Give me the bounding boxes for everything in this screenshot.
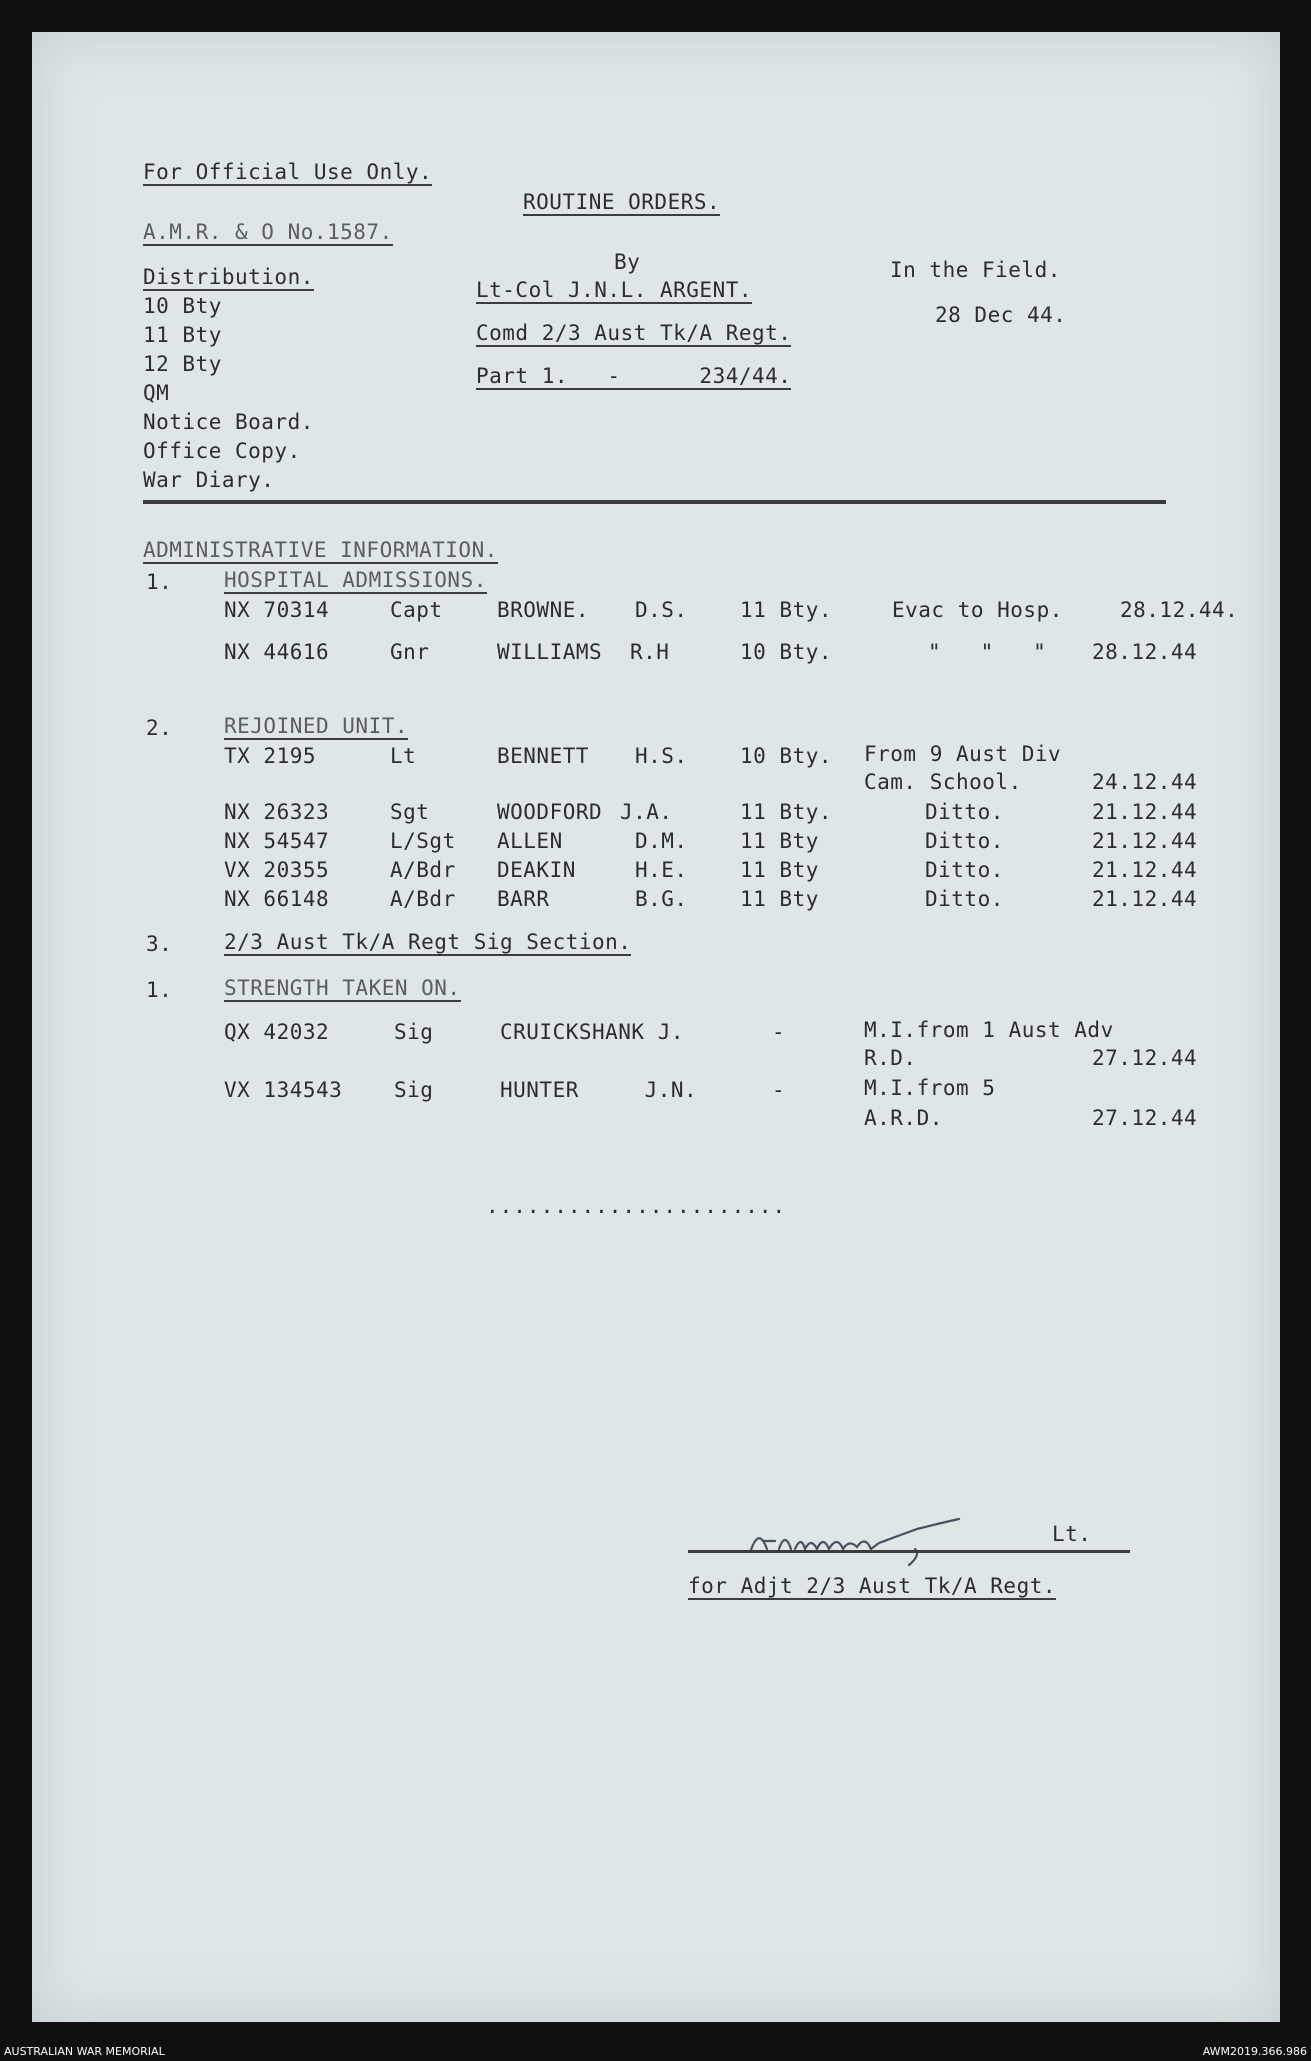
battery: 10 Bty. (740, 640, 833, 664)
document-date: 28 Dec 44. (935, 303, 1067, 327)
rank: A/Bdr (390, 887, 456, 911)
detail: M.I.from 5 (864, 1076, 996, 1100)
date: 27.12.44 (1092, 1106, 1198, 1130)
service-number: NX 54547 (224, 829, 330, 853)
admin-heading: ADMINISTRATIVE INFORMATION. (143, 538, 498, 562)
detail: Ditto. (925, 858, 1004, 882)
initials: H.S. (635, 744, 688, 768)
date: 21.12.44 (1092, 829, 1198, 853)
surname: CRUICKSHANK J. (500, 1020, 685, 1044)
detail: M.I.from 1 Aust Adv (864, 1018, 1114, 1042)
by-label: By (614, 250, 641, 274)
command: Comd 2/3 Aust Tk/A Regt. (476, 321, 792, 345)
signature-rank: Lt. (1052, 1522, 1092, 1546)
battery: 11 Bty. (740, 800, 833, 824)
service-number: NX 66148 (224, 887, 330, 911)
footer-credit: AUSTRALIAN WAR MEMORIAL (4, 2045, 165, 2058)
initials: D.M. (635, 829, 688, 853)
document-title: ROUTINE ORDERS. (523, 190, 721, 214)
detail: From 9 Aust Div (864, 742, 1062, 766)
subsection-number: 1. (146, 978, 173, 1002)
date: 21.12.44 (1092, 887, 1198, 911)
distribution-item: Office Copy. (143, 439, 301, 463)
location: In the Field. (890, 258, 1061, 282)
surname: HUNTER J.N. (500, 1078, 698, 1102)
battery: 10 Bty. (740, 744, 833, 768)
service-number: TX 2195 (224, 744, 317, 768)
section-1-title: HOSPITAL ADMISSIONS. (224, 568, 487, 592)
service-number: VX 134543 (224, 1078, 343, 1102)
official-use-heading: For Official Use Only. (143, 160, 433, 184)
dotted-separator: ...................... (486, 1194, 787, 1218)
section-2-number: 2. (146, 716, 173, 740)
detail: A.R.D. (864, 1106, 943, 1130)
surname: BARR (497, 887, 550, 911)
ditto-marks: " " " (928, 640, 1047, 664)
signature-for-line: for Adjt 2/3 Aust Tk/A Regt. (688, 1574, 1057, 1598)
distribution-item: QM (143, 381, 170, 405)
amr-number: A.M.R. & O No.1587. (143, 220, 393, 244)
initials: B.G. (635, 887, 688, 911)
date: 21.12.44 (1092, 800, 1198, 824)
dash: - (772, 1020, 786, 1044)
distribution-item: 10 Bty (143, 294, 222, 318)
surname: BENNETT (497, 744, 590, 768)
date: 24.12.44 (1092, 770, 1198, 794)
signature-line (688, 1550, 1130, 1553)
battery: 11 Bty (740, 829, 819, 853)
battery: 11 Bty (740, 887, 819, 911)
service-number: QX 42032 (224, 1020, 330, 1044)
footer-reference: AWM2019.366.986 (1202, 2045, 1307, 2058)
handwritten-signature (745, 1505, 1055, 1575)
distribution-heading: Distribution. (143, 265, 314, 289)
initials: R.H (630, 640, 670, 664)
header-divider (143, 500, 1166, 504)
surname: WOODFORD (497, 800, 603, 824)
section-2-title: REJOINED UNIT. (224, 714, 409, 738)
battery: 11 Bty. (740, 598, 833, 622)
rank: Lt (390, 744, 417, 768)
detail: Ditto. (925, 800, 1004, 824)
initials: D.S. (635, 598, 688, 622)
detail: Evac to Hosp. (892, 598, 1063, 622)
rank: A/Bdr (390, 858, 456, 882)
battery: 11 Bty (740, 858, 819, 882)
section-1-number: 1. (146, 570, 173, 594)
commander: Lt-Col J.N.L. ARGENT. (476, 278, 753, 302)
detail: Cam. School. (864, 770, 1022, 794)
rank: Sgt (390, 800, 430, 824)
surname: WILLIAMS (497, 640, 603, 664)
subsection-title: STRENGTH TAKEN ON. (224, 976, 461, 1000)
distribution-item: Notice Board. (143, 410, 314, 434)
service-number: NX 70314 (224, 598, 330, 622)
rank: Gnr (390, 640, 430, 664)
section-3-title: 2/3 Aust Tk/A Regt Sig Section. (224, 930, 632, 954)
initials: J.A. (620, 800, 673, 824)
date: 28.12.44 (1092, 640, 1198, 664)
surname: DEAKIN (497, 858, 576, 882)
service-number: VX 20355 (224, 858, 330, 882)
distribution-item: 11 Bty (143, 323, 222, 347)
detail: Ditto. (925, 887, 1004, 911)
date: 21.12.44 (1092, 858, 1198, 882)
surname: BROWNE. (497, 598, 590, 622)
rank: Sig (394, 1078, 434, 1102)
service-number: NX 44616 (224, 640, 330, 664)
section-3-number: 3. (146, 932, 173, 956)
detail: R.D. (864, 1046, 917, 1070)
date: 27.12.44 (1092, 1046, 1198, 1070)
date: 28.12.44. (1120, 598, 1239, 622)
rank: Sig (394, 1020, 434, 1044)
detail: Ditto. (925, 829, 1004, 853)
rank: L/Sgt (390, 829, 456, 853)
dash: - (772, 1078, 786, 1102)
distribution-item: 12 Bty (143, 352, 222, 376)
surname: ALLEN (497, 829, 563, 853)
service-number: NX 26323 (224, 800, 330, 824)
distribution-item: War Diary. (143, 468, 275, 492)
initials: H.E. (635, 858, 688, 882)
rank: Capt (390, 598, 443, 622)
part-number: Part 1. - 234/44. (476, 364, 792, 388)
